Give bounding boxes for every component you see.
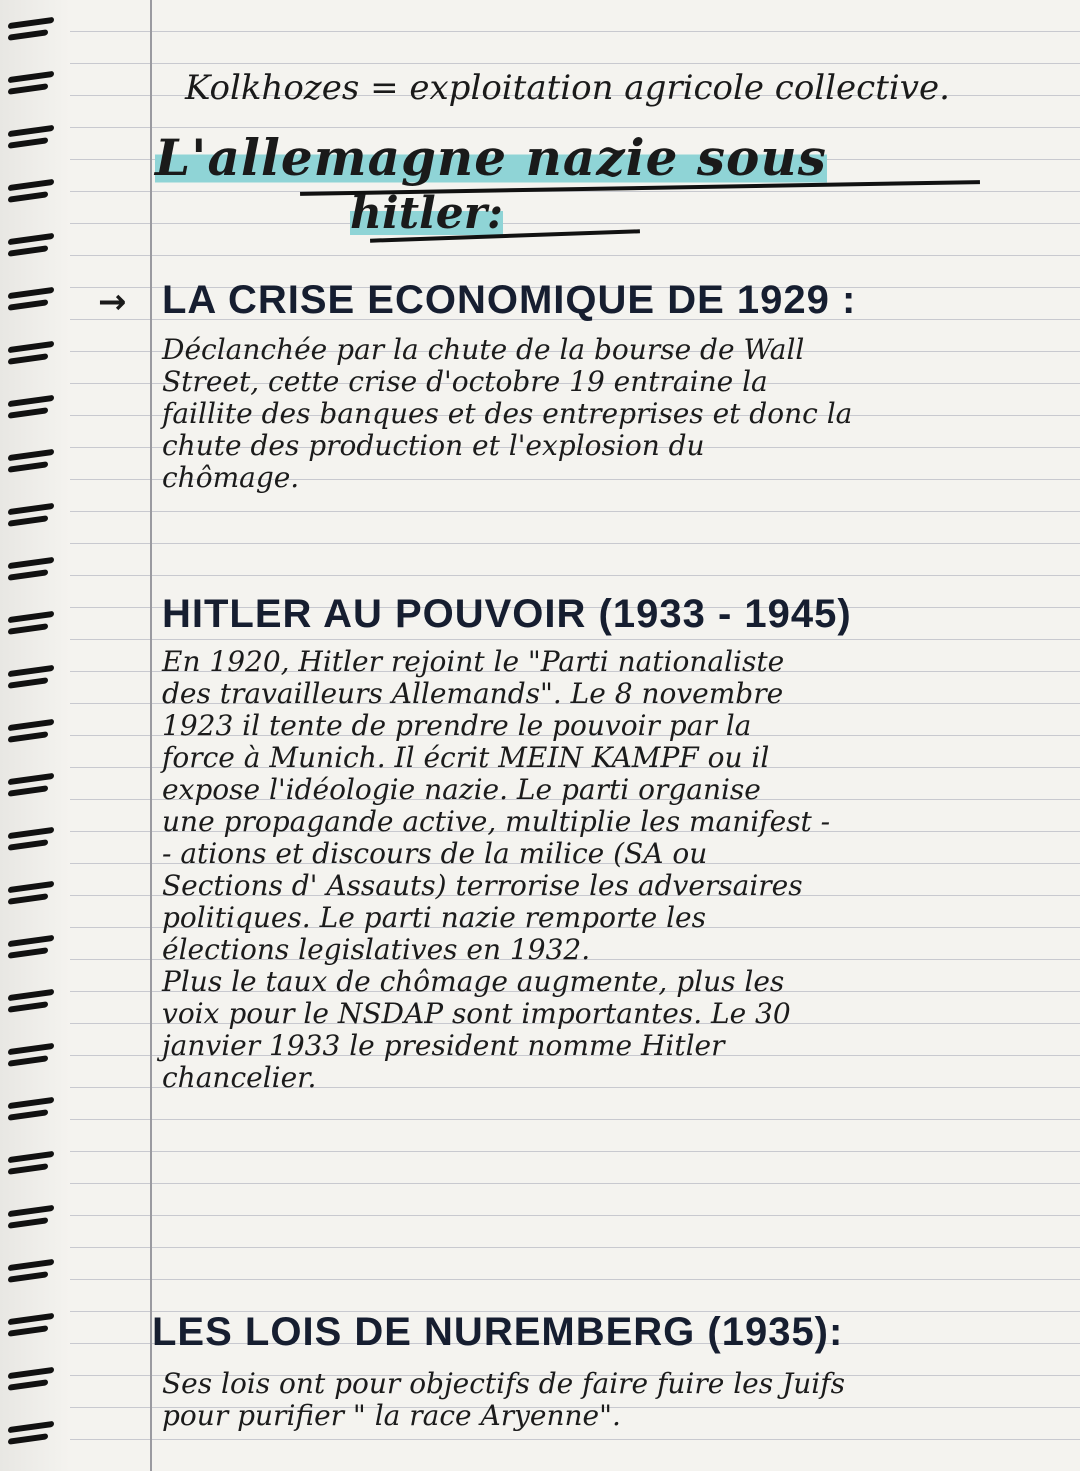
body-line: 1923 il tente de prendre le pouvoir par la [162, 709, 752, 742]
spiral-ring [8, 938, 54, 958]
body-line: chancelier. [162, 1061, 317, 1094]
body-line: faillite des banques et des entreprises et donc la [162, 397, 853, 430]
margin-line [150, 0, 152, 1471]
spiral-binding [0, 0, 70, 1471]
body-line: chômage. [162, 461, 300, 494]
title-line-2: hitler: [350, 188, 504, 239]
body-line: Street, cette crise d'octobre 19 entraine la [162, 365, 768, 398]
section-body-hitler [162, 646, 1062, 1094]
section-heading-hitler: HITLER AU POUVOIR (1933 - 1945) [162, 592, 852, 636]
spiral-ring [8, 1316, 54, 1336]
body-line: voix pour le NSDAP sont importantes. Le 30 [162, 997, 791, 1030]
body-line: - ations et discours de la milice (SA ou [162, 837, 708, 870]
section-body-crisis [162, 334, 1062, 494]
spiral-ring [8, 992, 54, 1012]
body-line: pour purifier " la race Aryenne". [162, 1399, 621, 1432]
spiral-ring [8, 884, 54, 904]
spiral-ring [8, 74, 54, 94]
page-title [155, 128, 827, 187]
spiral-ring [8, 290, 54, 310]
spiral-ring [8, 560, 54, 580]
spiral-ring [8, 398, 54, 418]
spiral-ring [8, 776, 54, 796]
spiral-ring [8, 1424, 54, 1444]
definition-text: Kolkhozes = exploitation agricole collective. [185, 68, 950, 108]
spiral-ring [8, 344, 54, 364]
section-heading-nuremberg: LES LOIS DE NUREMBERG (1935): [152, 1310, 844, 1354]
section-heading-crisis: LA CRISE ECONOMIQUE DE 1929 : [162, 278, 857, 322]
spiral-ring [8, 20, 54, 40]
body-line: une propagande active, multiplie les manifest - [162, 805, 831, 838]
spiral-ring [8, 614, 54, 634]
spiral-ring [8, 668, 54, 688]
body-line: janvier 1933 le president nomme Hitler [162, 1029, 725, 1062]
body-line: élections legislatives en 1932. [162, 933, 591, 966]
spiral-ring [8, 722, 54, 742]
spiral-ring [8, 1208, 54, 1228]
spiral-ring [8, 182, 54, 202]
spiral-ring [8, 128, 54, 148]
spiral-ring [8, 830, 54, 850]
spiral-ring [8, 1154, 54, 1174]
spiral-ring [8, 506, 54, 526]
body-line: En 1920, Hitler rejoint le "Parti nationaliste [162, 645, 785, 678]
body-line: Déclanchée par la chute de la bourse de Wall [162, 333, 805, 366]
spiral-ring [8, 1370, 54, 1390]
page-title-2 [350, 188, 503, 239]
body-line: chute des production et l'explosion du [162, 429, 705, 462]
spiral-ring [8, 1262, 54, 1282]
spiral-ring [8, 452, 54, 472]
arrow-icon: → [98, 282, 127, 322]
spiral-ring [8, 1046, 54, 1066]
body-line: politiques. Le parti nazie remporte les [162, 901, 706, 934]
definition-note [185, 68, 950, 108]
body-line: expose l'idéologie nazie. Le parti organise [162, 773, 761, 806]
body-line: des travailleurs Allemands". Le 8 novembre [162, 677, 784, 710]
body-line: force à Munich. Il écrit MEIN KAMPF ou il [162, 741, 770, 774]
spiral-ring [8, 1100, 54, 1120]
spiral-ring [8, 236, 54, 256]
body-line: Sections d' Assauts) terrorise les adversaires [162, 869, 803, 902]
body-line: Plus le taux de chômage augmente, plus les [162, 965, 785, 998]
title-line-1: L'allemagne nazie sous [155, 128, 827, 187]
section-body-nuremberg [162, 1368, 1062, 1432]
body-line: Ses lois ont pour objectifs de faire fuire les Juifs [162, 1367, 845, 1400]
